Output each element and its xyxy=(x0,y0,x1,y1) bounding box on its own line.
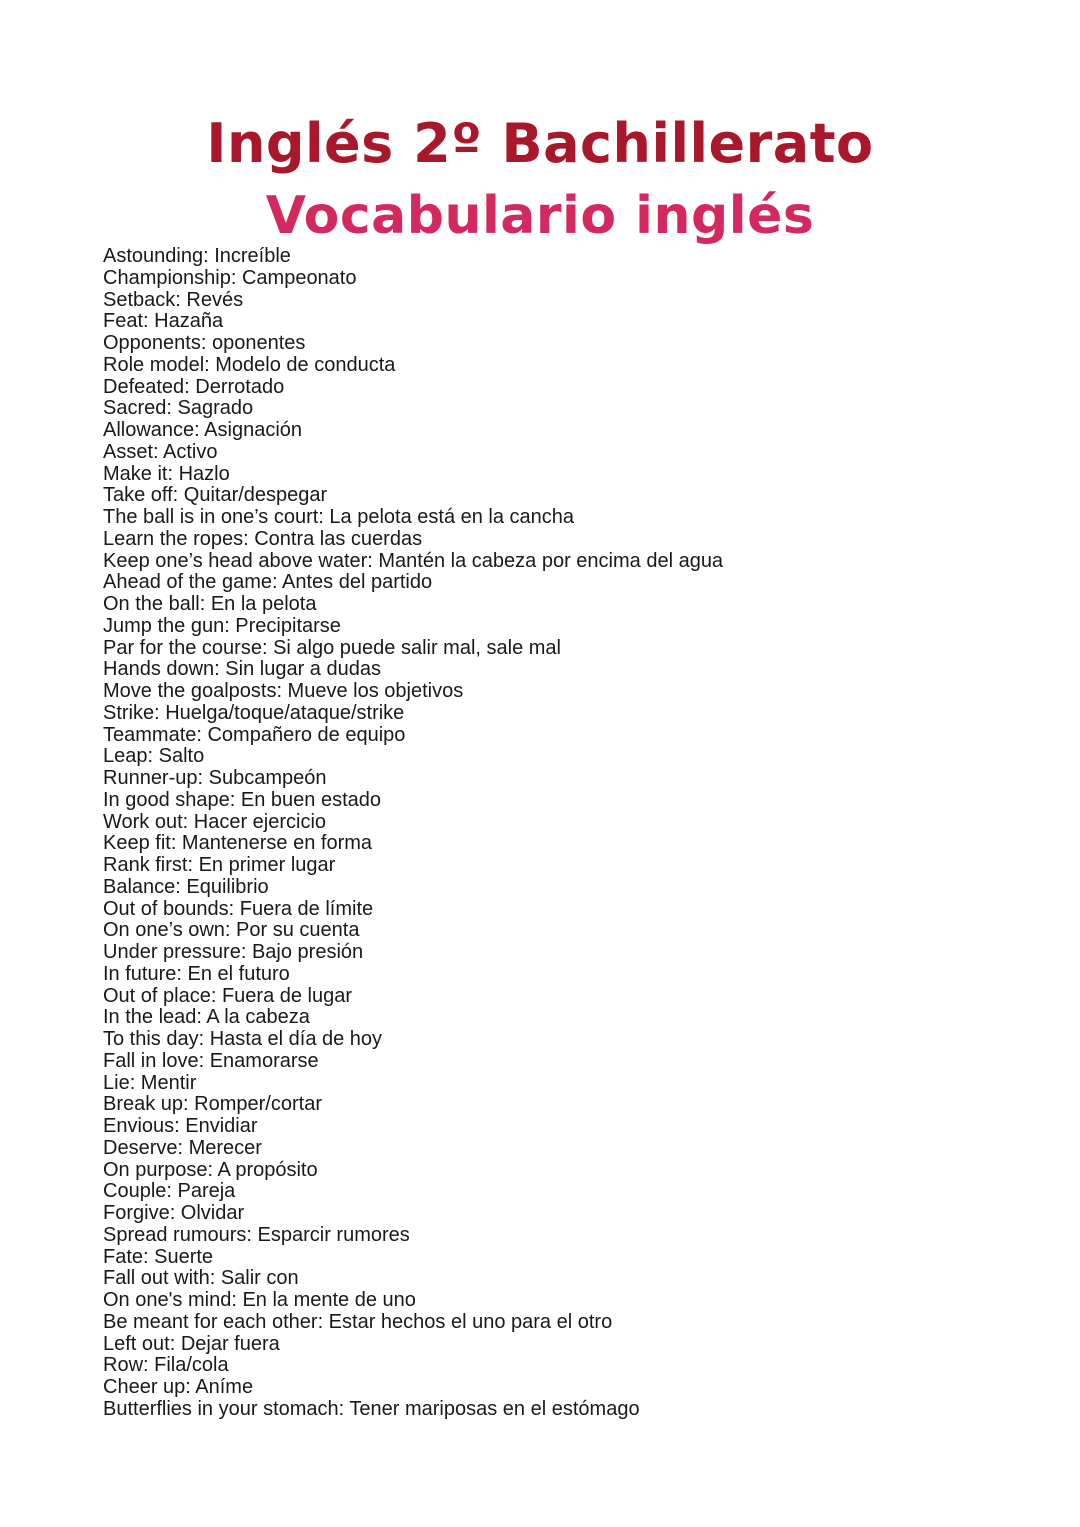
vocabulary-item: Asset: Activo xyxy=(103,440,218,463)
vocabulary-item: Spread rumours: Esparcir rumores xyxy=(103,1223,410,1246)
vocabulary-item: Role model: Modelo de conducta xyxy=(103,353,396,376)
vocabulary-item: Teammate: Compañero de equipo xyxy=(103,723,406,746)
vocabulary-item: Balance: Equilibrio xyxy=(103,875,269,898)
vocabulary-item: Defeated: Derrotado xyxy=(103,375,285,398)
vocabulary-item: Keep one’s head above water: Mantén la cabeza por encima del agua xyxy=(103,549,724,572)
vocabulary-item: On one's mind: En la mente de uno xyxy=(103,1289,416,1311)
vocabulary-item: Championship: Campeonato xyxy=(103,266,357,289)
vocabulary-item: In good shape: En buen estado xyxy=(103,788,382,811)
vocabulary-item: Out of place: Fuera de lugar xyxy=(103,984,353,1007)
vocabulary-item: Rank first: En primer lugar xyxy=(103,854,336,876)
vocabulary-item: On purpose: A propósito xyxy=(103,1158,318,1181)
vocabulary-item: Couple: Pareja xyxy=(103,1180,236,1203)
vocabulary-list xyxy=(103,246,723,1421)
vocabulary-item: Hands down: Sin lugar a dudas xyxy=(103,658,381,681)
vocabulary-item: Work out: Hacer ejercicio xyxy=(103,810,327,833)
page-title: Inglés 2º Bachillerato xyxy=(206,112,874,175)
vocabulary-item: On one’s own: Por su cuenta xyxy=(103,919,360,942)
vocabulary-item: Cheer up: Aníme xyxy=(103,1376,254,1398)
vocabulary-item: Under pressure: Bajo presión xyxy=(103,941,364,963)
vocabulary-item: Sacred: Sagrado xyxy=(103,397,254,420)
vocabulary-item: Fall out with: Salir con xyxy=(103,1267,299,1290)
vocabulary-item: Opponents: oponentes xyxy=(103,332,306,354)
vocabulary-item: Deserve: Merecer xyxy=(103,1136,262,1159)
vocabulary-item: Row: Fila/cola xyxy=(103,1354,229,1377)
vocabulary-item: Allowance: Asignación xyxy=(103,419,303,441)
vocabulary-item: Left out: Dejar fuera xyxy=(103,1332,280,1355)
vocabulary-item: Ahead of the game: Antes del partido xyxy=(103,571,433,594)
vocabulary-item: Feat: Hazaña xyxy=(103,310,224,333)
title-block xyxy=(0,108,1080,252)
vocabulary-item: Setback: Revés xyxy=(103,288,244,311)
vocabulary-item: On the ball: En la pelota xyxy=(103,593,317,615)
vocabulary-item: Out of bounds: Fuera de límite xyxy=(103,897,374,920)
vocabulary-item: Leap: Salto xyxy=(103,745,205,768)
vocabulary-item: Par for the course: Si algo puede salir mal, sale mal xyxy=(103,636,561,659)
vocabulary-item: Keep fit: Mantenerse en forma xyxy=(103,832,373,855)
vocabulary-item: Learn the ropes: Contra las cuerdas xyxy=(103,527,423,550)
vocabulary-item: Runner-up: Subcampeón xyxy=(103,767,327,789)
vocabulary-item: In the lead: A la cabeza xyxy=(103,1006,310,1029)
vocabulary-item: Break up: Romper/cortar xyxy=(103,1093,322,1116)
vocabulary-item: In future: En el futuro xyxy=(103,962,290,985)
vocabulary-item: Forgive: Olvidar xyxy=(103,1202,245,1224)
vocabulary-item: Be meant for each other: Estar hechos el uno para el otro xyxy=(103,1310,613,1333)
vocabulary-item: Lie: Mentir xyxy=(103,1071,197,1094)
vocabulary-item: Astounding: Increíble xyxy=(103,245,291,267)
vocabulary-item: Move the goalposts: Mueve los objetivos xyxy=(103,680,464,702)
vocabulary-item: To this day: Hasta el día de hoy xyxy=(103,1028,383,1050)
vocabulary-item: Make it: Hazlo xyxy=(103,462,230,485)
vocabulary-item: Strike: Huelga/toque/ataque/strike xyxy=(103,701,405,724)
vocabulary-item: Envious: Envidiar xyxy=(103,1115,258,1137)
vocabulary-item: Fate: Suerte xyxy=(103,1245,214,1268)
page-subtitle: Vocabulario inglés xyxy=(265,186,815,246)
vocabulary-item: Take off: Quitar/despegar xyxy=(103,484,328,507)
vocabulary-item: Butterflies in your stomach: Tener mariposas en el estómago xyxy=(103,1397,640,1420)
vocabulary-item: The ball is in one’s court: La pelota está en la cancha xyxy=(103,506,575,528)
vocabulary-item: Jump the gun: Precipitarse xyxy=(103,614,341,637)
vocabulary-item: Fall in love: Enamorarse xyxy=(103,1049,319,1072)
